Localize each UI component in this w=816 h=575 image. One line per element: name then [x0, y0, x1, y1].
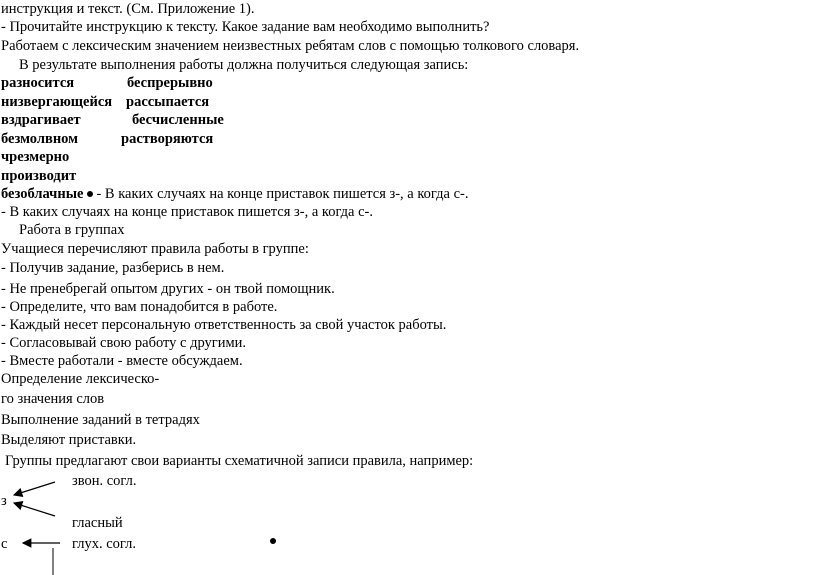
bullet-icon: [87, 191, 93, 197]
word-r7c1: безоблачные: [1, 186, 84, 202]
question-line: [1, 185, 468, 203]
rule-5: - Согласовывай свою работу с другими.: [1, 335, 247, 351]
word-r3c1: вздрагивает: [1, 112, 81, 128]
scheme-voiced: звон. согл.: [72, 473, 137, 489]
question: - В каких случаях на конце приставок пишется з-, а когда с-.: [1, 204, 374, 220]
word-r4c1: безмолвном: [1, 131, 79, 147]
rule-2: - Не пренебрегай опытом других - он твой помощник.: [1, 281, 335, 297]
result-intro: В результате выполнения работы должна получиться следующая запись:: [19, 57, 469, 73]
word-r5c1: чрезмерно: [1, 149, 70, 165]
group-work: Работа в группах: [19, 222, 125, 238]
groups-intro: Группы предлагают свои варианты схематичной записи правила, например:: [5, 453, 474, 469]
word-r3c2: бесчисленные: [132, 112, 224, 128]
scheme-voiceless: глух. согл.: [72, 536, 136, 552]
rules-intro: Учащиеся перечисляют правила работы в группе:: [1, 241, 309, 257]
step-3: Выполнение заданий в тетрадях: [1, 412, 200, 428]
rule-4: - Каждый несет персональную ответственность за свой участок работы.: [1, 317, 447, 333]
scheme-vowel: гласный: [72, 515, 123, 531]
question-inline: - В каких случаях на конце приставок пишется з-, а когда с-.: [96, 186, 469, 202]
rule-6: - Вместе работали - вместе обсуждаем.: [1, 353, 243, 369]
rule-1: - Получив задание, разберись в нем.: [1, 260, 225, 276]
bullet-icon-2: [270, 538, 276, 544]
arrow-voiced: [14, 482, 55, 495]
arrow-vowel: [14, 503, 55, 516]
scheme-arrows: [0, 460, 120, 575]
scheme-s: с: [1, 536, 8, 552]
step-2: го значения слов: [1, 391, 105, 407]
word-r1c1: разносится: [1, 75, 75, 91]
word-r2c2: рассыпается: [126, 94, 210, 110]
word-r2c1: низвергающейся: [1, 94, 113, 110]
intro-line-3: Работаем с лексическим значением неизвестных ребятам слов с помощью толкового словаря.: [1, 38, 580, 54]
step-4: Выделяют приставки.: [1, 432, 137, 448]
word-r4c2: растворяются: [121, 131, 214, 147]
step-1: Определение лексическо-: [1, 371, 160, 387]
intro-line-1: инструкция и текст. (См. Приложение 1).: [1, 1, 255, 17]
word-r6c1: производит: [1, 168, 77, 184]
word-r1c2: беспрерывно: [127, 75, 213, 91]
rule-3: - Определите, что вам понадобится в работе.: [1, 299, 278, 315]
scheme-z: з: [1, 493, 7, 509]
intro-line-2: - Прочитайте инструкцию к тексту. Какое задание вам необходимо выполнить?: [1, 19, 490, 35]
